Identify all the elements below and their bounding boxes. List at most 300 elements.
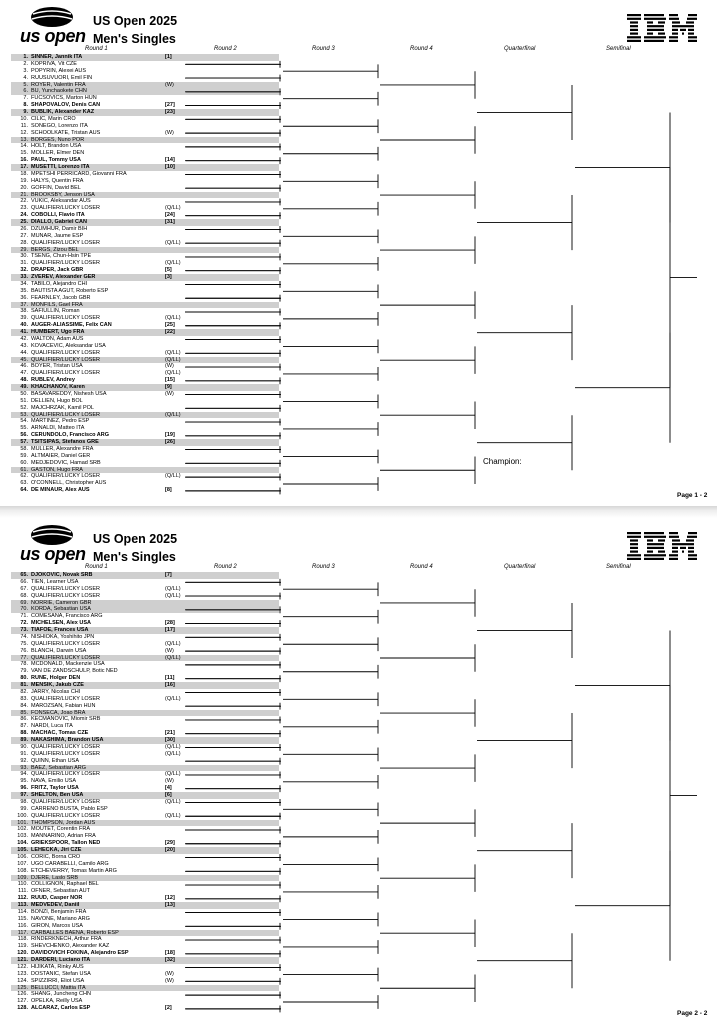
- player-name: MENSIK, Jakub CZE: [31, 682, 84, 688]
- player-number: 84.: [20, 702, 28, 709]
- player-name: RUNE, Holger DEN: [31, 675, 81, 682]
- player-seed: (Q/LL): [165, 370, 181, 377]
- player-number: 27.: [20, 232, 28, 239]
- player-seed: [7]: [165, 572, 172, 578]
- player-seed: [24]: [165, 212, 175, 219]
- player-name: SAFIULLIN, Roman: [31, 308, 80, 315]
- player-number: 17.: [20, 164, 28, 170]
- player-name: SONEGO, Lorenzo ITA: [31, 122, 88, 129]
- player-number: 14.: [20, 143, 28, 150]
- player-seed: [31]: [165, 219, 175, 225]
- round-4-header: Round 4: [410, 46, 433, 52]
- player-name: ZVEREV, Alexander GER: [31, 274, 96, 280]
- player-number: 30.: [20, 253, 28, 260]
- player-name: BOYER, Tristan USA: [31, 363, 83, 370]
- player-name: GRIEKSPOOR, Tallon NED: [31, 840, 101, 847]
- player-name: FUCSOVICS, Marton HUN: [31, 95, 97, 102]
- player-name: BUBLIK, Alexander KAZ: [31, 109, 95, 115]
- player-number: 16.: [20, 157, 28, 164]
- player-seed: (Q/LL): [165, 356, 181, 363]
- player-number: 98.: [20, 798, 28, 805]
- player-name: CERUNDOLO, Francisco ARG: [31, 432, 110, 439]
- player-number: 67.: [20, 585, 28, 592]
- player-number: 34.: [20, 280, 28, 287]
- player-name: COBOLLI, Flavio ITA: [31, 212, 85, 219]
- player-seed: (Q/LL): [165, 798, 181, 805]
- player-name: TIEN, Learner USA: [31, 578, 79, 585]
- player-number: 59.: [20, 452, 28, 459]
- brand-wordmark: us open: [20, 544, 86, 564]
- player-number: 87.: [20, 723, 28, 730]
- player-number: 103.: [17, 833, 28, 840]
- player-number: 80.: [20, 675, 28, 682]
- player-name: COLLIGNON, Raphael BEL: [31, 881, 99, 888]
- player-name: CILIC, Marin CRO: [31, 115, 76, 122]
- player-number: 72.: [20, 620, 28, 627]
- player-name: ALCARAZ, Carlos ESP: [31, 1005, 91, 1012]
- player-number: 10.: [20, 115, 28, 122]
- player-seed: (Q/LL): [165, 205, 181, 212]
- player-number: 69.: [20, 599, 28, 606]
- player-name: BLANCH, Darwin USA: [31, 647, 87, 654]
- player-seed: (Q/LL): [165, 260, 181, 267]
- player-number: 68.: [20, 592, 28, 599]
- player-number: 122.: [17, 963, 28, 970]
- player-name: DZUMHUR, Damir BIH: [31, 225, 88, 232]
- player-number: 89.: [20, 737, 28, 743]
- player-name: KECMANOVIC, Miomir SRB: [31, 716, 101, 723]
- player-name: CORIC, Borna CRO: [31, 853, 81, 860]
- player-name: MAROZSAN, Fabian HUN: [31, 702, 96, 709]
- player-number: 32.: [20, 267, 28, 274]
- player-number: 93.: [20, 764, 28, 771]
- player-name: DJOKOVIC, Novak SRB: [31, 572, 93, 578]
- player-number: 44.: [20, 349, 28, 356]
- player-seed: (W): [165, 647, 174, 654]
- player-seed: [12]: [165, 895, 175, 902]
- round-3-header: Round 3: [312, 46, 335, 52]
- player-name: SPIZZIRRI, Eliot USA: [31, 977, 85, 984]
- round-3-header: Round 3: [312, 564, 335, 570]
- player-number: 51.: [20, 397, 28, 404]
- player-seed: (W): [165, 363, 174, 370]
- player-name: NORRIE, Cameron GBR: [31, 599, 92, 606]
- player-number: 40.: [20, 322, 28, 329]
- player-number: 76.: [20, 647, 28, 654]
- player-name: MEDJEDOVIC, Hamad SRB: [31, 459, 101, 466]
- player-number: 3.: [23, 67, 28, 74]
- player-name: COMESANA, Francisco ARG: [31, 613, 103, 620]
- champion-label: Champion:: [483, 457, 522, 466]
- player-number: 110.: [17, 881, 28, 888]
- player-name: MOUTET, Corentin FRA: [31, 826, 90, 833]
- player-name: WALTON, Adam AUS: [31, 335, 84, 342]
- player-number: 43.: [20, 342, 28, 349]
- player-number: 18.: [20, 170, 28, 177]
- player-number: 47.: [20, 370, 28, 377]
- player-seed: [3]: [165, 274, 172, 280]
- player-name: NAVA, Emilio USA: [31, 778, 77, 785]
- player-name: BAUTISTA AGUT, Roberto ESP: [31, 287, 109, 294]
- player-name: JARRY, Nicolas CHI: [31, 688, 81, 695]
- round-1-header: Round 1: [85, 564, 108, 570]
- semifinal-header: Semifinal: [606, 564, 631, 570]
- player-name: FEARNLEY, Jacob GBR: [31, 294, 91, 301]
- player-name: SINNER, Jannik ITA: [31, 54, 83, 60]
- quarterfinal-header: Quarterfinal: [504, 46, 536, 52]
- player-name: RUUD, Casper NOR: [31, 895, 83, 902]
- player-name: TIAFOE, Frances USA: [31, 627, 89, 633]
- player-number: 75.: [20, 640, 28, 647]
- player-name: QUINN, Ethan USA: [31, 757, 79, 764]
- player-name: VUKIC, Aleksandar AUS: [31, 198, 91, 205]
- player-number: 29.: [20, 246, 28, 253]
- player-number: 42.: [20, 335, 28, 342]
- player-name: UGO CARABELLI, Camilo ARG: [31, 860, 109, 867]
- player-name: NAKASHIMA, Brandon USA: [31, 737, 104, 743]
- player-name: ETCHEVERRY, Tomas Martin ARG: [31, 867, 117, 874]
- player-seed: [11]: [165, 675, 175, 682]
- player-name: QUALIFIER/LUCKY LOSER: [31, 750, 100, 757]
- page-number: Page 2 - 2: [677, 1010, 708, 1017]
- player-number: 48.: [20, 377, 28, 384]
- player-number: 73.: [20, 627, 28, 633]
- player-name: QUALIFIER/LUCKY LOSER: [31, 315, 100, 322]
- player-name: SHELTON, Ben USA: [31, 792, 84, 798]
- round-2-header: Round 2: [214, 46, 237, 52]
- player-name: NISHIOKA, Yoshihito JPN: [31, 633, 95, 640]
- player-seed: (Q/LL): [165, 473, 181, 480]
- player-name: KOPRIVA, Vit CZE: [31, 60, 77, 67]
- player-number: 108.: [17, 867, 28, 874]
- player-seed: (Q/LL): [165, 750, 181, 757]
- player-name: MPETSHI PERRICARD, Giovanni FRA: [31, 170, 127, 177]
- player-number: 60.: [20, 459, 28, 466]
- player-seed: (Q/LL): [165, 640, 181, 647]
- player-name: MUNAR, Jaume ESP: [31, 232, 84, 239]
- player-name: DRAPER, Jack GBR: [31, 267, 84, 274]
- player-number: 11.: [20, 122, 28, 129]
- player-number: 70.: [20, 606, 28, 613]
- player-name: QUALIFIER/LUCKY LOSER: [31, 771, 100, 778]
- player-name: QUALIFIER/LUCKY LOSER: [31, 370, 100, 377]
- player-number: 117.: [17, 929, 28, 936]
- player-name: QUALIFIER/LUCKY LOSER: [31, 585, 100, 592]
- player-seed: [27]: [165, 102, 175, 109]
- player-seed: [25]: [165, 322, 175, 329]
- draw-bracket: [0, 0, 717, 506]
- player-name: SHAPOVALOV, Denis CAN: [31, 102, 101, 109]
- player-number: 61.: [20, 466, 28, 473]
- player-name: QUALIFIER/LUCKY LOSER: [31, 356, 100, 363]
- player-number: 86.: [20, 716, 28, 723]
- player-number: 105.: [17, 847, 28, 853]
- player-seed: (W): [165, 778, 174, 785]
- player-name: MAJCHRZAK, Kamil POL: [31, 404, 94, 411]
- player-name: MACHAC, Tomas CZE: [31, 730, 89, 737]
- player-name: O'CONNELL, Christopher AUS: [31, 480, 107, 487]
- player-number: 7.: [23, 95, 28, 102]
- player-name: QUALIFIER/LUCKY LOSER: [31, 695, 100, 702]
- player-name: MICHELSEN, Alex USA: [31, 620, 92, 627]
- player-number: 123.: [17, 970, 28, 977]
- player-name: VAN DE ZANDSCHULP, Botic NED: [31, 668, 118, 675]
- player-name: TSENG, Chun-Hsin TPE: [31, 253, 92, 260]
- player-number: 1.: [23, 54, 28, 60]
- player-number: 104.: [17, 840, 28, 847]
- player-number: 77.: [20, 654, 28, 661]
- draw-bracket: [0, 518, 717, 1024]
- player-seed: (Q/LL): [165, 585, 181, 592]
- player-name: QUALIFIER/LUCKY LOSER: [31, 743, 100, 750]
- player-seed: [1]: [165, 54, 172, 60]
- player-seed: [26]: [165, 439, 175, 445]
- page-divider: [0, 506, 717, 518]
- player-name: DIALLO, Gabriel CAN: [31, 219, 87, 225]
- player-number: 83.: [20, 695, 28, 702]
- player-name: TABILO, Alejandro CHI: [31, 280, 88, 287]
- player-seed: [17]: [165, 627, 175, 633]
- player-number: 4.: [23, 74, 28, 81]
- player-number: 64.: [20, 487, 28, 494]
- player-seed: [9]: [165, 384, 172, 390]
- player-number: 71.: [20, 613, 28, 620]
- player-name: KHACHANOV, Karen: [31, 384, 85, 390]
- player-name: GASTON, Hugo FRA: [31, 466, 83, 473]
- event-subtitle: Men's Singles: [93, 550, 176, 564]
- player-name: HALYS, Quentin FRA: [31, 177, 84, 184]
- player-name: NARDI, Luca ITA: [31, 723, 73, 730]
- player-name: TSITSIPAS, Stefanos GRE: [31, 439, 99, 445]
- player-name: SHANG, Juncheng CHN: [31, 991, 91, 998]
- player-name: QUALIFIER/LUCKY LOSER: [31, 654, 100, 661]
- player-name: MOLLER, Elmer DEN: [31, 150, 85, 157]
- player-number: 25.: [20, 219, 28, 225]
- player-seed: (W): [165, 977, 174, 984]
- player-number: 94.: [20, 771, 28, 778]
- player-number: 19.: [20, 177, 28, 184]
- player-number: 100.: [17, 812, 28, 819]
- player-seed: [8]: [165, 487, 172, 494]
- player-number: 39.: [20, 315, 28, 322]
- player-number: 49.: [20, 384, 28, 390]
- player-name: BASAVAREDDY, Nishesh USA: [31, 390, 107, 397]
- player-name: QUALIFIER/LUCKY LOSER: [31, 473, 100, 480]
- player-number: 88.: [20, 730, 28, 737]
- player-number: 96.: [20, 785, 28, 792]
- player-seed: [28]: [165, 620, 175, 627]
- player-number: 107.: [17, 860, 28, 867]
- player-seed: [4]: [165, 785, 172, 792]
- player-number: 26.: [20, 225, 28, 232]
- player-number: 6.: [23, 88, 28, 95]
- player-number: 119.: [17, 943, 28, 950]
- player-name: QUALIFIER/LUCKY LOSER: [31, 411, 100, 418]
- player-seed: [18]: [165, 950, 175, 957]
- player-seed: [19]: [165, 432, 175, 439]
- player-name: OFNER, Sebastian AUT: [31, 888, 90, 895]
- player-number: 62.: [20, 473, 28, 480]
- player-seed: (Q/LL): [165, 695, 181, 702]
- player-seed: [5]: [165, 267, 172, 274]
- player-seed: (Q/LL): [165, 654, 181, 661]
- player-seed: [30]: [165, 737, 175, 743]
- player-name: NAVONE, Mariano ARG: [31, 915, 90, 922]
- page-number: Page 1 - 2: [677, 492, 708, 499]
- player-seed: (Q/LL): [165, 771, 181, 778]
- player-name: CARBALLES BAENA, Roberto ESP: [31, 929, 119, 936]
- player-number: 46.: [20, 363, 28, 370]
- round-4-header: Round 4: [410, 564, 433, 570]
- player-name: GIRON, Marcos USA: [31, 922, 83, 929]
- player-name: DOSTANIC, Stefan USA: [31, 970, 91, 977]
- player-number: 53.: [20, 411, 28, 418]
- round-1-header: Round 1: [85, 46, 108, 52]
- player-number: 74.: [20, 633, 28, 640]
- player-seed: [14]: [165, 157, 175, 164]
- player-number: 125.: [17, 984, 28, 991]
- player-number: 121.: [17, 957, 28, 963]
- player-name: BELLUCCI, Mattia ITA: [31, 984, 86, 991]
- player-number: 126.: [17, 991, 28, 998]
- brand-wordmark: us open: [20, 26, 86, 46]
- player-number: 20.: [20, 184, 28, 191]
- semifinal-header: Semifinal: [606, 46, 631, 52]
- player-name: MONFILS, Gael FRA: [31, 301, 83, 308]
- player-number: 9.: [23, 109, 28, 115]
- player-number: 31.: [20, 260, 28, 267]
- event-subtitle: Men's Singles: [93, 32, 176, 46]
- player-name: PAUL, Tommy USA: [31, 157, 81, 164]
- player-seed: [15]: [165, 377, 175, 384]
- player-number: 37.: [20, 301, 28, 308]
- player-number: 33.: [20, 274, 28, 280]
- player-name: BU, Yunchaokete CHN: [31, 88, 87, 95]
- player-seed: [21]: [165, 730, 175, 737]
- player-name: ROYER, Valentin FRA: [31, 81, 86, 88]
- player-number: 12.: [20, 129, 28, 136]
- player-name: MARTINEZ, Pedro ESP: [31, 418, 90, 425]
- player-number: 128.: [17, 1005, 28, 1012]
- player-number: 58.: [20, 445, 28, 452]
- player-name: DJERE, Laslo SRB: [31, 874, 79, 881]
- draw-page-1: [0, 0, 717, 506]
- player-seed: [10]: [165, 164, 175, 170]
- player-name: RINDERKNECH, Arthur FRA: [31, 936, 102, 943]
- player-name: QUALIFIER/LUCKY LOSER: [31, 239, 100, 246]
- player-number: 21.: [20, 191, 28, 198]
- player-name: BERGS, Zizou BEL: [31, 246, 79, 253]
- player-number: 63.: [20, 480, 28, 487]
- player-seed: [22]: [165, 329, 175, 335]
- player-number: 56.: [20, 432, 28, 439]
- player-name: MULLER, Alexandre FRA: [31, 445, 94, 452]
- player-name: BORGES, Nuno POR: [31, 136, 85, 143]
- player-number: 114.: [17, 908, 28, 915]
- player-number: 8.: [23, 102, 28, 109]
- player-number: 109.: [17, 874, 28, 881]
- player-name: MEDVEDEV, Daniil: [31, 902, 80, 908]
- round-2-header: Round 2: [214, 564, 237, 570]
- player-name: RUBLEV, Andrey: [31, 377, 75, 384]
- player-name: DELLIEN, Hugo BOL: [31, 397, 83, 404]
- player-number: 57.: [20, 439, 28, 445]
- player-number: 78.: [20, 661, 28, 668]
- player-number: 120.: [17, 950, 28, 957]
- player-number: 54.: [20, 418, 28, 425]
- player-number: 35.: [20, 287, 28, 294]
- player-number: 79.: [20, 668, 28, 675]
- player-seed: (Q/LL): [165, 411, 181, 418]
- player-name: SCHOOLKATE, Tristan AUS: [31, 129, 101, 136]
- player-name: OPELKA, Reilly USA: [31, 998, 83, 1005]
- player-name: HIJIKATA, Rinky AUS: [31, 963, 84, 970]
- player-number: 81.: [20, 682, 28, 688]
- player-number: 65.: [20, 572, 28, 578]
- player-number: 102.: [17, 826, 28, 833]
- player-number: 106.: [17, 853, 28, 860]
- player-number: 101.: [17, 819, 28, 826]
- player-name: RUUSUVUORI, Emil FIN: [31, 74, 93, 81]
- player-name: QUALIFIER/LUCKY LOSER: [31, 798, 100, 805]
- player-seed: (W): [165, 970, 174, 977]
- player-name: MANNARINO, Adrian FRA: [31, 833, 96, 840]
- player-number: 90.: [20, 743, 28, 750]
- player-name: DARDERI, Luciano ITA: [31, 957, 91, 963]
- player-name: QUALIFIER/LUCKY LOSER: [31, 812, 100, 819]
- player-name: HOLT, Brandon USA: [31, 143, 82, 150]
- player-number: 111.: [18, 888, 28, 895]
- player-seed: [16]: [165, 682, 175, 688]
- player-number: 28.: [20, 239, 28, 246]
- player-name: DAVIDOVICH FOKINA, Alejandro ESP: [31, 950, 129, 957]
- player-seed: (Q/LL): [165, 315, 181, 322]
- player-name: SHEVCHENKO, Alexander KAZ: [31, 943, 110, 950]
- player-name: KORDA, Sebastian USA: [31, 606, 91, 613]
- quarterfinal-header: Quarterfinal: [504, 564, 536, 570]
- player-name: FRITZ, Taylor USA: [31, 785, 79, 792]
- player-number: 124.: [17, 977, 28, 984]
- player-seed: (W): [165, 390, 174, 397]
- player-number: 115.: [17, 915, 28, 922]
- player-number: 82.: [20, 688, 28, 695]
- player-number: 50.: [20, 390, 28, 397]
- player-number: 85.: [20, 709, 28, 716]
- tournament-title: US Open 2025: [93, 14, 178, 28]
- player-number: 45.: [20, 356, 28, 363]
- player-name: BAEZ, Sebastian ARG: [31, 764, 87, 771]
- player-name: POPYRIN, Alexei AUS: [31, 67, 87, 74]
- player-number: 118.: [17, 936, 28, 943]
- player-number: 23.: [20, 205, 28, 212]
- player-seed: [2]: [165, 1005, 172, 1012]
- player-number: 38.: [20, 308, 28, 315]
- draw-page-2: [0, 518, 717, 1024]
- player-seed: [6]: [165, 792, 172, 798]
- player-seed: (Q/LL): [165, 743, 181, 750]
- player-name: LEHECKA, Jiri CZE: [31, 847, 82, 853]
- player-number: 113.: [17, 902, 28, 908]
- player-name: AUGER-ALIASSIME, Felix CAN: [31, 322, 112, 329]
- player-number: 41.: [20, 329, 28, 335]
- player-number: 95.: [20, 778, 28, 785]
- player-seed: (W): [165, 129, 174, 136]
- player-name: QUALIFIER/LUCKY LOSER: [31, 205, 100, 212]
- player-number: 36.: [20, 294, 28, 301]
- player-name: HUMBERT, Ugo FRA: [31, 329, 85, 335]
- player-number: 99.: [20, 805, 28, 812]
- player-number: 116.: [17, 922, 28, 929]
